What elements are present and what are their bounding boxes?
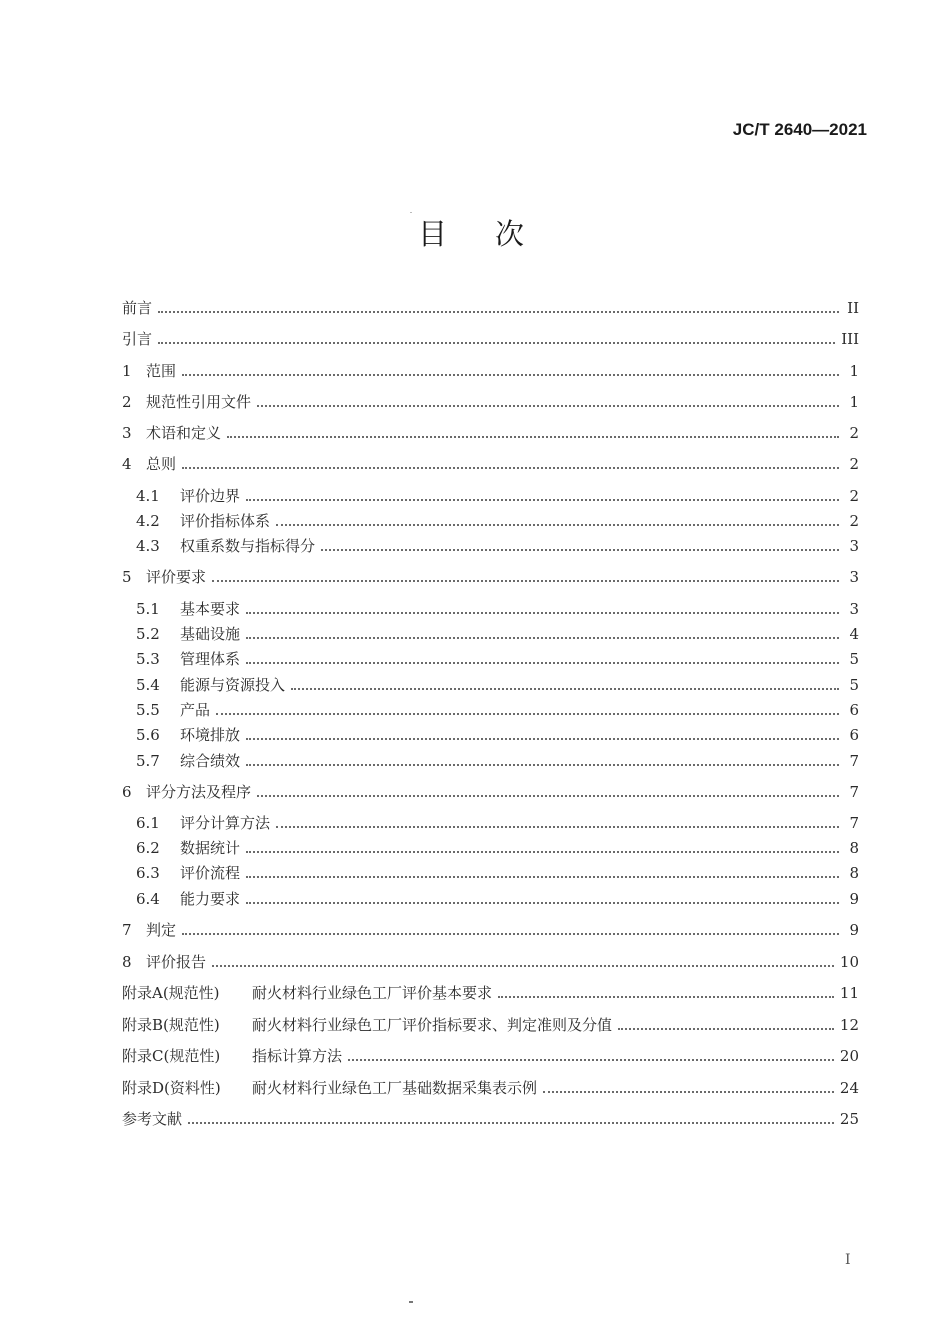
toc-entry[interactable] [136,724,859,746]
dot-leader [182,466,839,469]
toc-entry-page: 4 [849,625,859,643]
scan-speck [409,1301,413,1303]
toc-entry-page: 2 [849,487,859,505]
dot-leader [188,1121,834,1124]
toc-entry-page: 9 [849,921,859,939]
toc-entry[interactable] [136,510,859,532]
toc-entry-label: 管理体系 [180,650,241,668]
toc-entry-number: 附录D(资料性) [122,1079,221,1097]
toc-entry-label: 评分方法及程序 [146,783,252,801]
toc-entry-label: 评价指标体系 [180,512,271,530]
toc-entry-label: 判定 [146,921,177,939]
toc-entry-number: 4.3 [136,537,160,555]
toc-entry[interactable] [136,699,859,721]
toc-entry-label: 评价流程 [180,864,241,882]
toc-entry[interactable] [136,598,859,620]
toc-entry[interactable] [122,1014,859,1036]
toc-entry-number: 6 [122,783,132,801]
toc-entry-page: 10 [839,953,859,971]
toc-entry-number: 5.4 [136,676,160,694]
toc-entry-number: 2 [122,393,132,411]
toc-entry-number: 6.1 [136,814,160,832]
toc-entry[interactable] [136,812,859,834]
toc-entry-label: 耐火材料行业绿色工厂评价基本要求 [252,984,493,1002]
toc-entry-number: 6.3 [136,864,160,882]
dot-leader [246,611,839,614]
toc-entry-page: 3 [849,568,859,586]
toc-entry[interactable] [122,297,859,319]
dot-leader [618,1027,834,1030]
toc-entry-label: 耐火材料行业绿色工厂基础数据采集表示例 [252,1079,538,1097]
toc-entry[interactable] [122,328,859,350]
dot-leader [158,310,839,313]
dot-leader [321,548,839,551]
toc-entry[interactable] [122,1077,859,1099]
dot-leader [291,687,839,690]
toc-entry-label: 能源与资源投入 [180,676,286,694]
toc-entry-page: 7 [849,752,859,770]
toc-entry-label: 产品 [180,701,211,719]
scan-speck [410,212,412,213]
toc-entry-label: 评价报告 [146,953,207,971]
toc-entry-page: II [847,299,859,317]
toc-entry-page: 1 [849,393,859,411]
toc-entry-label: 能力要求 [180,890,241,908]
toc-entry-page: 7 [849,814,859,832]
toc-entry-label: 数据统计 [180,839,241,857]
toc-entry-page: 6 [849,701,859,719]
toc-entry[interactable] [136,750,859,772]
toc-entry[interactable] [122,951,859,973]
toc-entry-number: 5.3 [136,650,160,668]
toc-entry[interactable] [136,674,859,696]
toc-entry-label: 评价边界 [180,487,241,505]
toc-entry-page: III [841,330,859,348]
toc-entry-page: 20 [839,1047,859,1065]
toc-entry[interactable] [136,648,859,670]
dot-leader [212,964,834,967]
page-number: I [845,1252,851,1268]
dot-leader [246,661,839,664]
toc-entry-label: 参考文献 [122,1110,183,1128]
toc-entry[interactable] [122,1108,859,1130]
toc-entry-label: 评价要求 [146,568,207,586]
dot-leader [246,850,839,853]
toc-entry[interactable] [136,888,859,910]
toc-entry-label: 基本要求 [180,600,241,618]
toc-entry-number: 4 [122,455,132,473]
toc-entry-label: 范围 [146,362,177,380]
dot-leader [257,794,839,797]
toc-entry-page: 11 [839,984,859,1002]
toc-entry-number: 4.1 [136,487,160,505]
toc-entry-page: 24 [839,1079,859,1097]
dot-leader [216,712,839,715]
toc-entry-page: 2 [849,455,859,473]
toc-entry[interactable] [122,360,859,382]
dot-leader [246,763,839,766]
toc-entry-number: 8 [122,953,132,971]
dot-leader [158,341,835,344]
toc-entry-number: 5.7 [136,752,160,770]
toc-entry-number: 5.5 [136,701,160,719]
toc-entry-number: 1 [122,362,132,380]
toc-entry-label: 引言 [122,330,153,348]
toc-entry[interactable] [122,781,859,803]
toc-entry[interactable] [136,862,859,884]
toc-entry-page: 1 [849,362,859,380]
toc-entry-label: 前言 [122,299,153,317]
toc-entry-page: 2 [849,512,859,530]
dot-leader [182,932,839,935]
dot-leader [246,636,839,639]
toc-entry-number: 7 [122,921,132,939]
dot-leader [246,875,839,878]
dot-leader [498,995,834,998]
toc-entry-label: 术语和定义 [146,424,222,442]
toc-entry[interactable] [122,919,859,941]
toc-entry-label: 规范性引用文件 [146,393,252,411]
toc-entry-label: 环境排放 [180,726,241,744]
toc-entry-number: 附录A(规范性) [122,984,220,1002]
dot-leader [246,737,839,740]
page-title: 目次 [417,217,572,251]
toc-entry[interactable] [136,535,859,557]
toc-entry[interactable] [136,837,859,859]
dot-leader [257,404,839,407]
toc-entry-number: 6.2 [136,839,160,857]
dot-leader [348,1058,834,1061]
toc-entry-label: 评分计算方法 [180,814,271,832]
toc-entry-number: 5 [122,568,132,586]
toc-entry[interactable] [136,485,859,507]
toc-entry[interactable] [122,1045,859,1067]
toc-entry-number: 附录B(规范性) [122,1016,220,1034]
toc-entry-page: 12 [839,1016,859,1034]
toc-entry-page: 8 [849,864,859,882]
toc-entry[interactable] [122,566,859,588]
toc-entry-page: 8 [849,839,859,857]
dot-leader [246,498,839,501]
toc-entry-label: 权重系数与指标得分 [180,537,316,555]
toc-entry-page: 3 [849,600,859,618]
toc-entry-page: 7 [849,783,859,801]
toc-entry-number: 4.2 [136,512,160,530]
toc-entry[interactable] [122,391,859,413]
toc-entry-page: 6 [849,726,859,744]
toc-entry-page: 5 [849,676,859,694]
toc-entry-label: 指标计算方法 [252,1047,343,1065]
toc-entry-label: 耐火材料行业绿色工厂评价指标要求、判定准则及分值 [252,1016,613,1034]
toc-entry-number: 5.6 [136,726,160,744]
toc-entry-number: 附录C(规范性) [122,1047,221,1065]
toc-entry-label: 基础设施 [180,625,241,643]
dot-leader [182,373,839,376]
toc-entry-page: 2 [849,424,859,442]
dot-leader [276,825,839,828]
toc-entry[interactable] [136,623,859,645]
dot-leader [212,579,839,582]
toc-entry[interactable] [122,422,859,444]
toc-entry[interactable] [122,982,859,1004]
toc-entry-label: 总则 [146,455,177,473]
document-code: JC/T 2640—2021 [732,120,867,139]
toc-entry-number: 5.1 [136,600,160,618]
toc-entry-page: 5 [849,650,859,668]
dot-leader [227,435,839,438]
toc-entry-page: 25 [839,1110,859,1128]
toc-entry-page: 9 [849,890,859,908]
toc-entry[interactable] [122,453,859,475]
dot-leader [543,1090,834,1093]
dot-leader [246,901,839,904]
dot-leader [276,523,839,526]
toc-entry-number: 3 [122,424,132,442]
toc-entry-number: 5.2 [136,625,160,643]
toc-entry-page: 3 [849,537,859,555]
toc-entry-label: 综合绩效 [180,752,241,770]
toc-entry-number: 6.4 [136,890,160,908]
